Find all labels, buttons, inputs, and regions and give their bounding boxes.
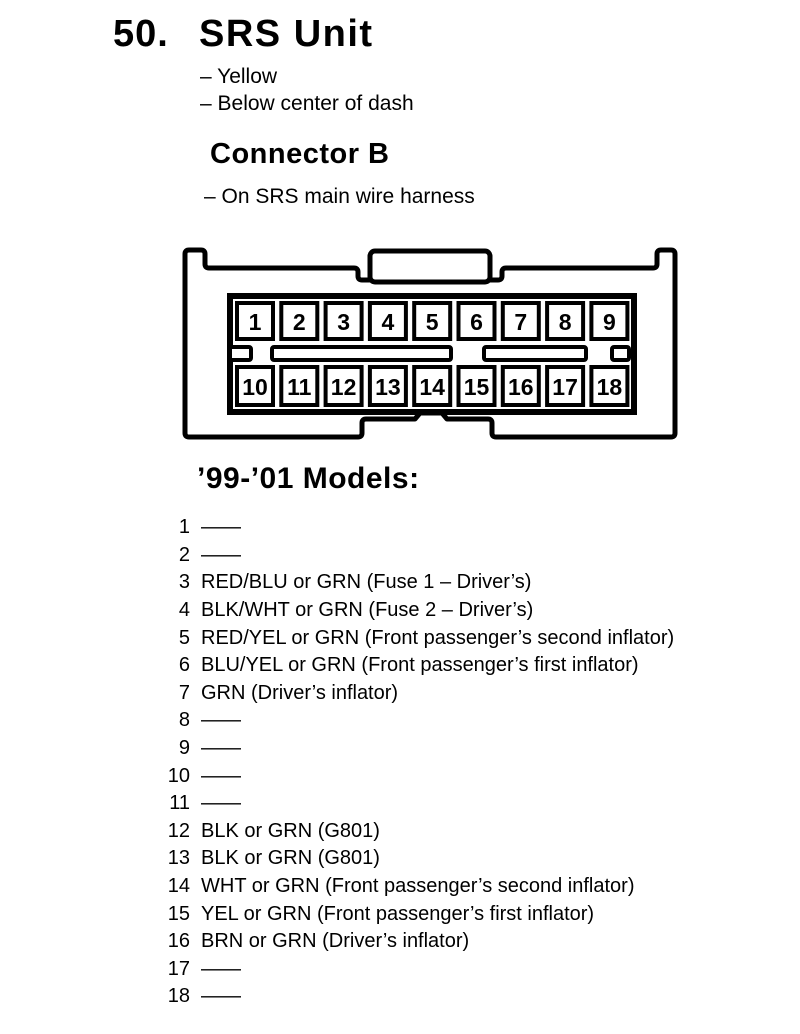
pin-cell-number: 1 [248,309,262,335]
pinout-wire-label: BRN or GRN (Driver’s inflator) [201,930,470,953]
pin-cell-number: 10 [242,374,268,400]
models-heading: ’99-’01 Models: [197,462,420,495]
pinout-row-18 [156,983,674,1011]
pinout-pin-number: 13 [167,847,190,870]
pinout-pin-number: 14 [167,875,190,898]
pinout-pin-number: 11 [169,792,190,815]
pinout-row-17 [156,956,674,984]
pinout-wire-label: —— [201,764,241,787]
pinout-wire-label: RED/BLU or GRN (Fuse 1 – Driver’s) [201,571,532,594]
pin-cell-number: 4 [381,309,395,335]
pinout-wire-label: —— [201,516,241,539]
pinout-pin-number: 17 [167,957,190,980]
note-color: – Yellow [200,65,278,88]
pinout-wire-label: GRN (Driver’s inflator) [201,681,399,704]
pinout-wire-label: WHT or GRN (Front passenger’s second inflator) [201,875,635,898]
pinout-pin-number: 2 [178,543,190,566]
pinout-wire-label: —— [201,985,241,1008]
pinout-row-13 [156,845,674,873]
pinout-wire-label: YEL or GRN (Front passenger’s first inflator) [201,902,595,925]
pinout-pin-number: 7 [178,681,190,704]
pin-cell-number: 5 [425,309,439,335]
pinout-list [156,514,674,1011]
pinout-pin-number: 10 [167,764,190,787]
pinout-wire-label: —— [201,543,241,566]
pin-cell-number: 3 [337,309,350,335]
pinout-wire-label: —— [201,709,241,732]
pin-cell-number: 6 [470,309,483,335]
pinout-pin-number: 9 [178,737,190,760]
pinout-row-1 [156,514,674,542]
pin-cell-number: 12 [330,374,357,400]
pinout-pin-number: 5 [178,626,190,649]
connector-note: – On SRS main wire harness [204,185,475,208]
note-location: – Below center of dash [200,92,414,115]
pinout-wire-label: —— [201,737,241,760]
pinout-wire-label: BLK or GRN (G801) [201,819,380,842]
pinout-row-2 [156,542,674,570]
pinout-row-14 [156,873,674,901]
pin-cell-number: 18 [596,374,623,400]
pin-cell-number: 2 [292,309,306,335]
key-slot-left [230,347,251,360]
pinout-row-10 [156,762,674,790]
pinout-row-9 [156,735,674,763]
pinout-pin-number: 8 [178,709,190,732]
pinout-pin-number: 4 [178,599,190,622]
pin-cell-number: 14 [419,374,445,400]
key-slot-center-right [484,347,586,360]
pin-cell-number: 9 [603,309,616,335]
pinout-pin-number: 12 [167,819,190,842]
key-slot-right [612,347,629,360]
pinout-pin-number: 3 [178,571,190,594]
page-title: SRS Unit [199,13,374,55]
pinout-row-8 [156,707,674,735]
pinout-wire-label: BLU/YEL or GRN (Front passenger’s first inflator) [201,654,639,677]
pinout-pin-number: 18 [167,985,190,1008]
connector-diagram [180,243,680,448]
pin-cell-number: 17 [552,374,578,400]
pinout-pin-number: 1 [178,516,190,539]
pin-cell-number: 11 [287,374,312,400]
pin-cell-number: 8 [558,309,572,335]
pinout-row-6 [156,652,674,680]
pinout-pin-number: 6 [178,654,190,677]
connector-top-tab [370,251,490,282]
pinout-row-4 [156,597,674,625]
pinout-wire-label: RED/YEL or GRN (Front passenger’s second inflator) [201,626,675,649]
pinout-row-11 [156,790,674,818]
pinout-row-7 [156,680,674,708]
pin-cell-number: 7 [514,309,528,335]
pinout-row-16 [156,928,674,956]
pinout-row-5 [156,624,674,652]
connector-heading: Connector B [210,138,390,170]
pinout-row-3 [156,569,674,597]
key-slot-center-left [272,347,451,360]
pinout-wire-label: —— [201,957,241,980]
section-notes [200,63,414,117]
pinout-pin-number: 16 [167,930,190,953]
pinout-wire-label: BLK or GRN (G801) [201,847,380,870]
pinout-wire-label: BLK/WHT or GRN (Fuse 2 – Driver’s) [201,599,534,622]
pin-cell-number: 16 [508,374,534,400]
section-number: 50. [113,13,169,55]
pinout-pin-number: 15 [167,902,190,925]
pin-cell-number: 13 [375,374,401,400]
pinout-wire-label: —— [201,792,241,815]
pinout-row-15 [156,900,674,928]
pinout-row-12 [156,818,674,846]
pin-cell-number: 15 [463,374,490,400]
